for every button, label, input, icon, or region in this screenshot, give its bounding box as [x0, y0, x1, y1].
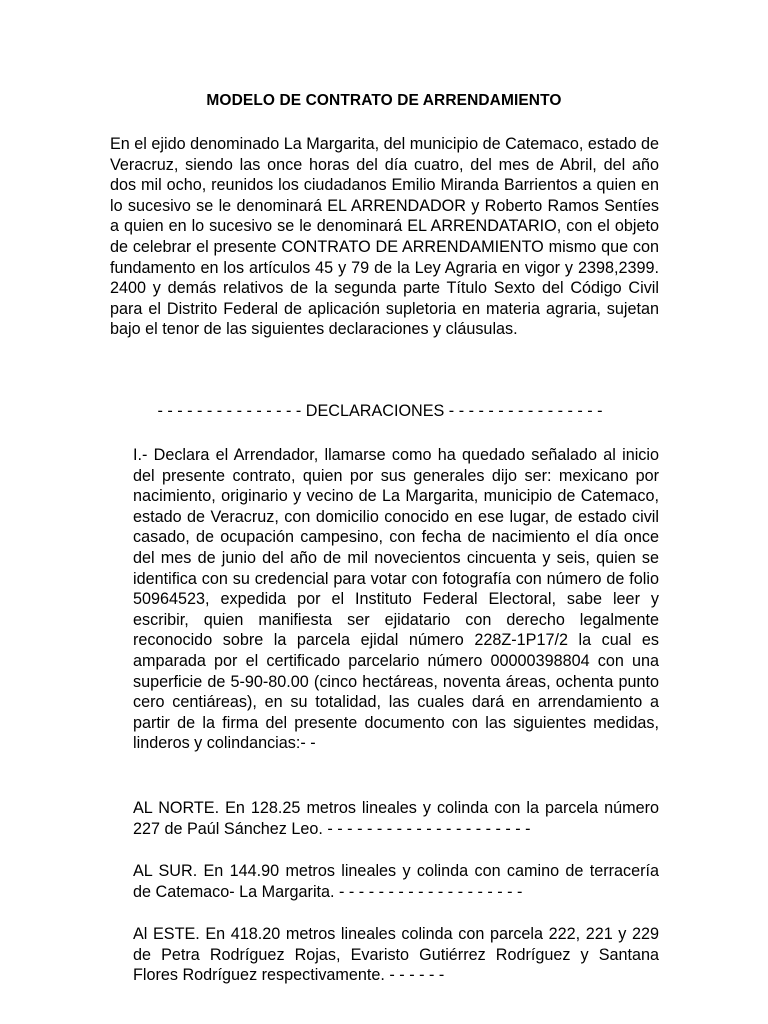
intro-paragraph: En el ejido denominado La Margarita, del municipio de Catemaco, estado de Veracruz, siendo las once horas del día cuatro, del mes de Abril, del año dos mil ocho, reunidos los ciudadanos Emilio Miranda Barrientos a quien en lo sucesivo se le denominará EL ARRENDADOR y Roberto Ramos Sentíes a quien en lo sucesivo se le denominará EL ARRENDATARIO, con el objeto de celebrar el presente CONTRATO DE ARRENDAMIENTO mismo que con fundamento en los artículos 45 y 79 de la Ley Agraria en vigor y 2398,2399. 2400 y demás relativos de la segunda parte Título Sexto del Código Civil para el Distrito Federal de aplicación supletoria en materia agraria, sujetan bajo el tenor de las siguientes declaraciones y cláusulas.: [110, 135, 659, 339]
boundary-south-paragraph: AL SUR. En 144.90 metros lineales y colinda con camino de terracería de Catemaco- La Margarita. - - - - - - - - - - - - - - - - - - -: [133, 862, 659, 901]
declaraciones-heading: - - - - - - - - - - - - - - - DECLARACIONES - - - - - - - - - - - - - - - -: [157, 402, 603, 420]
boundary-east-paragraph: Al ESTE. En 418.20 metros lineales colinda con parcela 222, 221 y 229 de Petra Rodríguez Rojas, Evaristo Gutiérrez Rodríguez y Santana Flores Rodríguez respectivamente. - - - - - -: [133, 925, 659, 985]
document-title: MODELO DE CONTRATO DE ARRENDAMIENTO: [206, 92, 562, 109]
declaration-paragraph: I.- Declara el Arrendador, llamarse como ha quedado señalado al inicio del presente contrato, quien por sus generales dijo ser: mexicano por nacimiento, originario y vecino de La Margarita, municipio de Catemaco, estado de Veracruz, con domicilio conocido en ese lugar, de estado civil casado, de ocupación campesino, con fecha de nacimiento el día once del mes de junio del año de mil novecientos cincuenta y seis, quien se identifica con su credencial para votar con fotografía con número de folio 50964523, expedida por el Instituto Federal Electoral, sabe leer y escribir, quien manifiesta ser ejidatario con derecho legalmente reconocido sobre la parcela ejidal número 228Z-1P17/2 la cual es amparada por el certificado parcelario número 00000398804 con una superficie de 5-90-80.00 (cinco hectáreas, noventa áreas, ochenta punto cero centiáreas), en su totalidad, las cuales dará en arrendamiento a partir de la firma del presente documento con las siguientes medidas, linderos y colindancias:- -: [133, 446, 659, 753]
boundary-north-paragraph: AL NORTE. En 128.25 metros lineales y colinda con la parcela número 227 de Paúl Sánchez Leo. - - - - - - - - - - - - - - - - - - - - -: [133, 799, 659, 838]
